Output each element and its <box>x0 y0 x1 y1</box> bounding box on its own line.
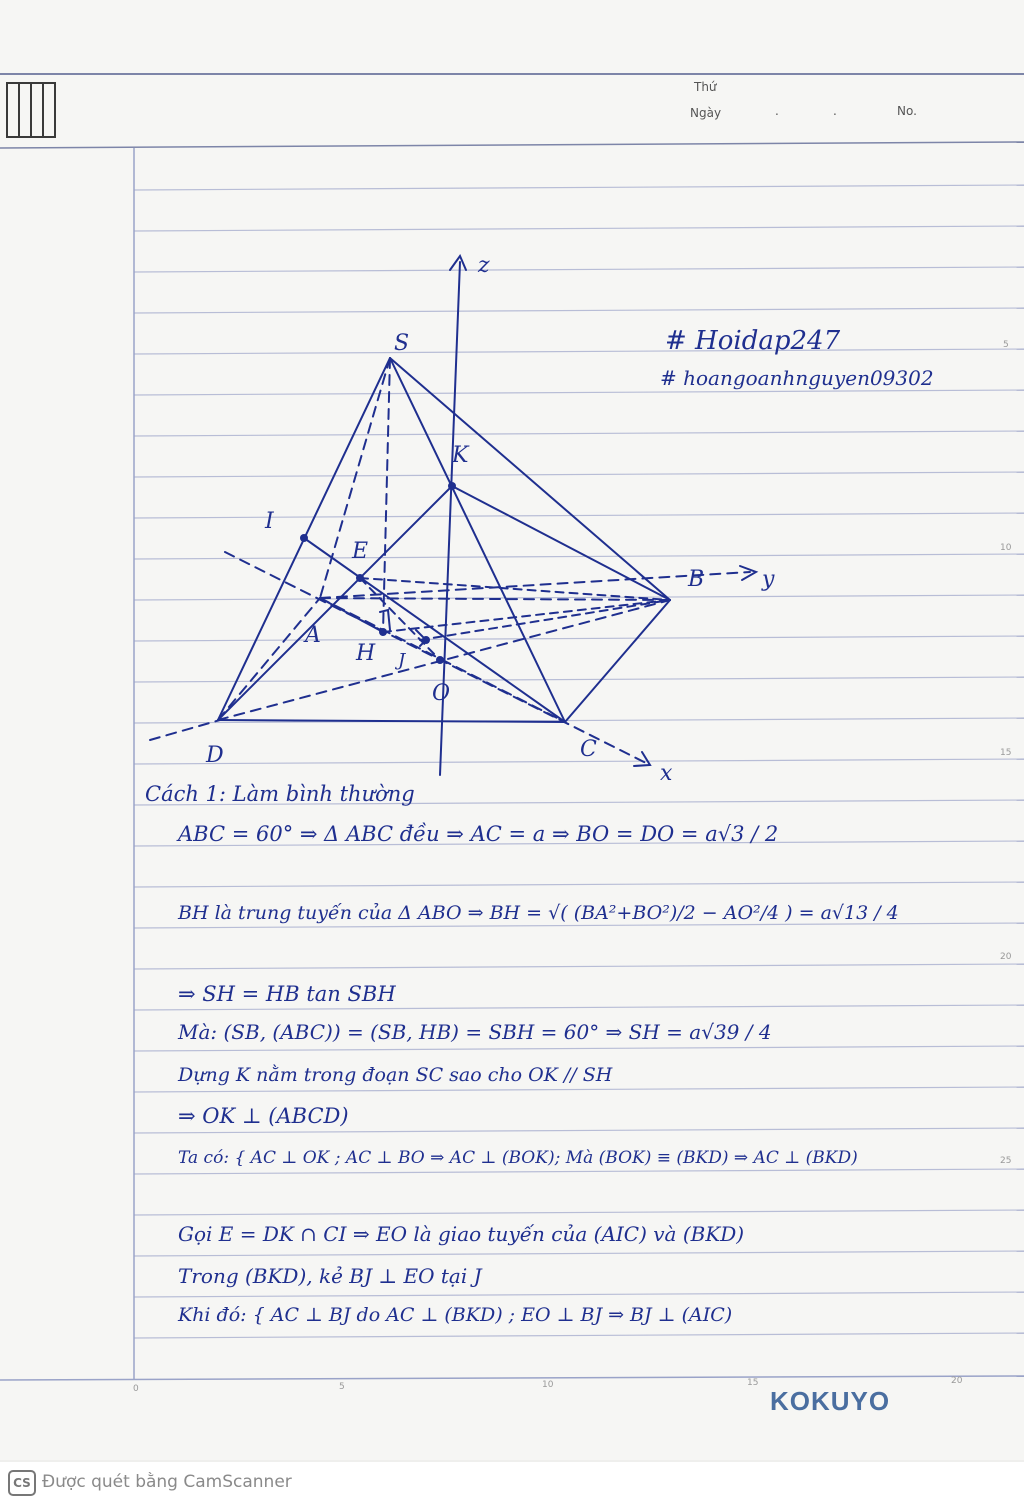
ruled-line <box>134 1292 1024 1297</box>
scanner-caption: Được quét bằng CamScanner <box>42 1472 292 1492</box>
ruled-line <box>134 1087 1024 1092</box>
point-I <box>300 534 308 542</box>
edge-AB <box>320 598 670 600</box>
solution-line: BH là trung tuyến của Δ ABO ⇒ BH = √( (BA²+BO²)/2 − AO²/4 ) = a√13 / 4 <box>178 902 899 924</box>
ruled-line <box>134 1333 1024 1338</box>
side-mark: 10 <box>1000 543 1012 553</box>
bottom-mark: 0 <box>133 1384 139 1394</box>
label-z: z <box>478 253 490 278</box>
ruled-line <box>134 1128 1024 1133</box>
side-mark: 25 <box>1000 1156 1012 1166</box>
point-J <box>422 636 430 644</box>
height-SH <box>383 358 390 632</box>
solution-line: Khi đó: { AC ⊥ BJ do AC ⊥ (BKD) ; EO ⊥ BJ ⇒ BJ ⊥ (AIC) <box>178 1304 733 1326</box>
solution-line: Dựng K nằm trong đoạn SC sao cho OK // SH <box>178 1064 613 1086</box>
ruled-line <box>134 1210 1024 1215</box>
header-no-label: No. <box>897 104 917 118</box>
header-date-dot: . <box>775 104 779 118</box>
bottom-mark: 5 <box>339 1382 345 1392</box>
edge-DA <box>218 598 320 720</box>
label-J: J <box>398 650 406 671</box>
header-date-dot: . <box>833 104 837 118</box>
ruled-line <box>134 1046 1024 1051</box>
z-arrow <box>450 256 466 270</box>
label-y: y <box>762 567 775 592</box>
hashtag-hoidap: # Hoidap247 <box>665 326 841 356</box>
brand-logo: KOKUYO <box>770 1386 891 1416</box>
seg-DK <box>218 486 452 720</box>
ruled-line <box>134 964 1024 969</box>
seg-BH <box>383 600 670 632</box>
ruled-line <box>134 1169 1024 1174</box>
seg-BJ <box>420 600 670 640</box>
header-day-label: Thứ <box>694 80 717 94</box>
edge-SB <box>390 358 670 600</box>
seg-BE <box>360 578 670 600</box>
right-angle-H <box>380 610 390 630</box>
solution-line: Trong (BKD), kẻ BJ ⊥ EO tại J <box>178 1264 482 1288</box>
bottom-mark: 20 <box>951 1376 963 1386</box>
label-H: H <box>356 641 376 666</box>
camscanner-icon: CS <box>8 1470 36 1496</box>
label-E: E <box>352 539 369 564</box>
bottom-rule <box>0 1376 1024 1380</box>
point-H <box>379 628 387 636</box>
edge-DC <box>218 720 565 722</box>
bottom-mark: 10 <box>542 1380 554 1390</box>
ruled-line <box>134 882 1024 887</box>
hashtag-author: # hoangoanhnguyen09302 <box>660 366 934 390</box>
solution-line: ⇒ SH = HB tan SBH <box>178 982 396 1006</box>
points <box>300 482 456 664</box>
label-K: K <box>452 443 469 468</box>
label-C: C <box>580 737 597 762</box>
side-mark: 15 <box>1000 748 1012 758</box>
solution-line: ⇒ OK ⊥ (ABCD) <box>178 1104 349 1128</box>
point-K <box>448 482 456 490</box>
solution-line: Gọi E = DK ∩ CI ⇒ EO là giao tuyến của (AIC) và (BKD) <box>178 1222 745 1246</box>
solution-line: Ta có: { AC ⊥ OK ; AC ⊥ BO ⇒ AC ⊥ (BOK); Mà (BOK) ≡ (BKD) ⇒ AC ⊥ (BKD) <box>178 1148 858 1168</box>
label-B: B <box>688 567 705 592</box>
solution-line: ABC = 60° ⇒ Δ ABC đều ⇒ AC = a ⇒ BO = DO = a√3 / 2 <box>178 822 779 846</box>
edge-CB <box>565 600 670 722</box>
solution-line: Mà: (SB, (ABC)) = (SB, HB) = SBH = 60° ⇒ SH = a√39 / 4 <box>178 1020 772 1044</box>
label-A: A <box>305 623 321 648</box>
x-axis-ext <box>150 720 220 740</box>
label-D: D <box>206 743 224 768</box>
label-S: S <box>394 331 410 356</box>
point-O <box>436 656 444 664</box>
header-date-label: Ngày <box>690 106 722 120</box>
ruled-line <box>134 1251 1024 1256</box>
side-mark: 20 <box>1000 952 1012 962</box>
solution-heading: Cách 1: Làm bình thường <box>145 782 415 806</box>
label-I: I <box>265 509 274 534</box>
side-mark: 5 <box>1003 340 1009 350</box>
bottom-mark: 15 <box>747 1378 759 1388</box>
label-x: x <box>660 761 673 786</box>
label-O: O <box>432 681 451 706</box>
point-E <box>356 574 364 582</box>
scanner-footer <box>0 1462 1024 1505</box>
seg-AH <box>320 598 383 632</box>
